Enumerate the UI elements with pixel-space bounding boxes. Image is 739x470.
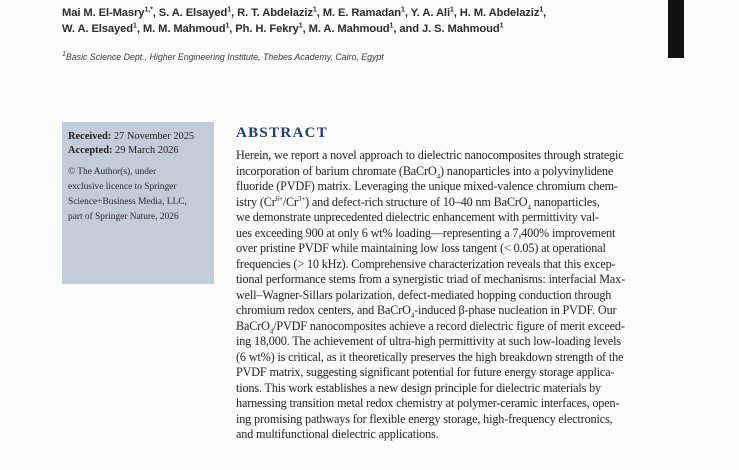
abstract-line <box>236 381 696 397</box>
abstract-text: incorporation of barium chromate (BaCrO <box>236 163 437 178</box>
author-affiliation-marker: 1 <box>499 22 504 30</box>
abstract-line <box>236 350 696 366</box>
abstract-text: fluoride (PVDF) matrix. Leveraging the unique mixed-valence chromium chem- <box>236 179 618 193</box>
abstract-text: over pristine PVDF while maintaining low loss tangent (< 0.05) at operational <box>236 241 606 255</box>
abstract-text: /PVDF nanocomposites achieve a record dielectric figure of merit exceed- <box>273 318 625 333</box>
accepted-label: Accepted: <box>68 145 113 156</box>
abstract-text: nanoparticles, <box>530 194 600 209</box>
subscript: 4 <box>410 311 415 320</box>
author-line <box>62 5 672 21</box>
abstract-text: ) nanoparticles into a polyvinylidene <box>439 163 614 178</box>
article-info-panel <box>62 122 214 284</box>
abstract-line <box>236 272 696 288</box>
author-separator: , <box>229 23 236 35</box>
author-line <box>62 21 672 37</box>
author-name: M. E. Ramadan <box>322 7 402 19</box>
license-notice <box>68 165 214 225</box>
author-affiliation-marker: 1 <box>389 22 394 30</box>
license-line: exclusive licence to Springer <box>68 182 177 192</box>
abstract-line <box>236 226 696 242</box>
abstract-line <box>236 334 696 350</box>
license-line: © The Author(s), under <box>68 167 157 177</box>
author-separator: , <box>316 7 323 19</box>
abstract-text: Herein, we report a novel approach to dielectric nanocomposites through strategic <box>236 148 624 162</box>
affiliation-text: Basic Science Dept., Higher Engineering Institute, Thebes Academy, Cairo, Egypt <box>65 52 384 62</box>
abstract-text: we demonstrate unprecedented dielectric enhancement with permittivity val- <box>236 210 599 224</box>
abstract-text: ues exceeding 900 at only 6 wt% loading—representing a 7,400% improvement <box>236 225 616 240</box>
author-separator: , <box>136 23 143 35</box>
author-separator: , <box>231 7 238 19</box>
abstract-line <box>236 365 696 381</box>
abstract-line <box>236 288 696 304</box>
author-affiliation-marker: 1 <box>449 6 454 14</box>
author-separator: , <box>302 23 309 35</box>
author-name: W. A. Elsayed <box>62 23 134 35</box>
author-affiliation-marker: 1 <box>133 22 137 30</box>
abstract-text: tional performance stems from a synergistic triad of mechanisms: interfacial Max- <box>236 272 626 286</box>
abstract-line <box>236 257 696 273</box>
subscript: 4 <box>269 326 274 335</box>
author-name: R. T. Abdelaziz <box>237 7 313 19</box>
abstract-line <box>236 241 696 257</box>
author-separator: , <box>152 7 159 19</box>
author-name: S. A. Elsayed <box>158 7 228 19</box>
author-affiliation-marker: 1 <box>539 6 544 14</box>
author-affiliation-marker: 1 <box>312 6 317 14</box>
abstract-heading: ABSTRACT <box>236 125 329 141</box>
author-name: Mai M. El-Masry <box>62 7 145 19</box>
abstract-text: /Cr <box>282 194 298 209</box>
abstract-text: ing 18,000. The achievement of ultra-high permittivity at such low-loading levels <box>236 334 621 348</box>
author-affiliation-marker: 1,* <box>144 6 153 14</box>
received-date: 27 November 2025 <box>113 131 195 142</box>
abstract-text: and multifunctional dielectric applications. <box>236 427 439 441</box>
abstract-text: istry (Cr <box>236 194 276 209</box>
abstract-line <box>236 148 696 164</box>
author-affiliation-marker: 1 <box>401 6 405 14</box>
abstract-line <box>236 412 696 428</box>
abstract-text: BaCrO <box>236 318 270 333</box>
abstract-text: harnessing transition metal redox chemistry at polymer-ceramic interfaces, open- <box>236 396 620 410</box>
author-name: H. M. Abdelaziz <box>459 7 540 19</box>
author-name: Ph. H. Fekry <box>235 23 299 35</box>
accepted-line <box>68 144 214 158</box>
license-line: Science+Business Media, LLC, <box>68 197 187 207</box>
abstract-line <box>236 319 696 335</box>
superscript: 3+ <box>297 194 306 203</box>
abstract-line <box>236 195 696 211</box>
abstract-line <box>236 210 696 226</box>
license-line: part of Springer Nature, 2026 <box>68 212 179 222</box>
accepted-date: 29 March 2026 <box>115 145 179 156</box>
abstract-line <box>236 164 696 180</box>
abstract-line <box>236 179 696 195</box>
author-separator: , <box>453 7 460 19</box>
abstract-text: frequencies (> 10 kHz). Comprehensive characterization reveals that this excep- <box>236 256 616 271</box>
author-name: J. S. Mahmoud <box>421 23 500 35</box>
author-name: Y. A. Ali <box>410 7 450 19</box>
superscript: 6+ <box>275 194 283 203</box>
abstract-line <box>236 427 696 443</box>
author-separator: , <box>404 7 411 19</box>
author-affiliation-marker: 1 <box>298 22 303 30</box>
decorative-bar <box>668 0 684 58</box>
abstract-text: PVDF matrix, suggesting significant potential for future energy storage applica- <box>236 365 615 379</box>
abstract-text: well–Wagner-Sillars polarization, defect-mediated hopping conduction through <box>236 287 612 302</box>
abstract-line <box>236 396 696 412</box>
author-affiliation-marker: 1 <box>225 22 230 30</box>
received-label: Received: <box>68 131 112 142</box>
abstract-text: ing promising pathways for flexible energy storage, high-frequency electronics, <box>236 411 613 426</box>
author-name: M. M. Mahmoud <box>142 23 226 35</box>
abstract-text: chromium redox centers, and BaCrO <box>236 303 411 317</box>
abstract-text: -induced β-phase nucleation in PVDF. Our <box>414 303 617 317</box>
author-separator: , and <box>393 23 422 35</box>
author-affiliation-marker: 1 <box>227 6 232 14</box>
subscript: 4 <box>436 171 440 180</box>
abstract-line <box>236 303 696 319</box>
affiliation-marker: 1 <box>62 51 66 59</box>
author-separator: , <box>543 7 547 19</box>
abstract-text: ) and defect-rich structure of 10–40 nm BaCrO <box>305 194 528 209</box>
abstract-body <box>236 148 696 443</box>
abstract-text: (6 wt%) is critical, as it theoretically preserves the high breakdown strength of the <box>236 349 624 364</box>
author-name: M. A. Mahmoud <box>308 23 390 35</box>
received-line <box>68 130 214 144</box>
subscript: 4 <box>527 202 531 211</box>
affiliation <box>62 52 662 62</box>
author-list <box>62 5 672 37</box>
abstract-text: tions. This work establishes a new design principle for dielectric materials by <box>236 380 601 395</box>
